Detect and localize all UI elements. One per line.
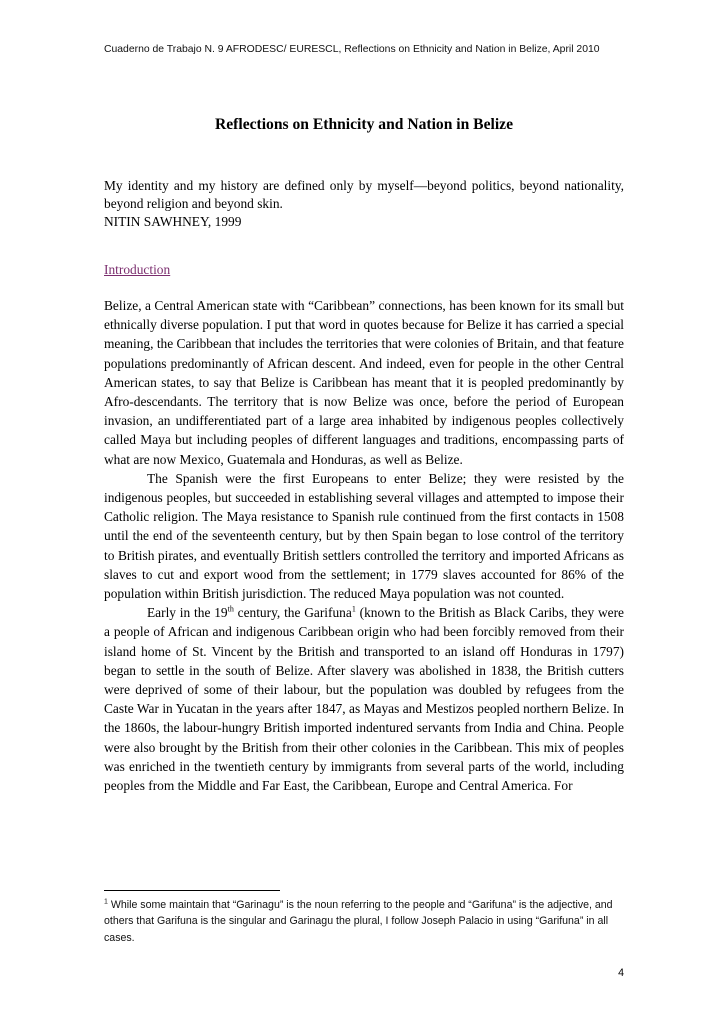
footnote xyxy=(104,897,624,946)
paragraph-3 xyxy=(104,603,624,795)
paragraph-3-part-c: (known to the British as Black Caribs, they were a people of African and indigenous Caribbean origin who had been forcibly removed from their island home of St. Vincent by the British and transported to an island off Honduras in 1797) began to settle in the south of Belize. After slavery was abolished in 1838, the British cutters were deprived of some of their labour, but the population was doubled by refugees from the Caste War in Yucatan in the years after 1847, as Mayas and Mestizos peopled northern Belize. In the 1860s, the labour-hungry British imported indentured servants from India and China. People were also brought by the British from their other colonies in the Caribbean. This mix of peoples was enriched in the twentieth century by immigrants from several parts of the world, including peoples from the Middle and Far East, the Caribbean, Europe and Central America. For xyxy=(104,605,624,794)
epigraph xyxy=(104,177,624,231)
epigraph-attribution: NITIN SAWHNEY, 1999 xyxy=(104,214,242,229)
paragraph-3-part-a: Early in the 19 xyxy=(147,605,228,621)
paragraph-2: The Spanish were the first Europeans to enter Belize; they were resisted by the indigenous peoples, but succeeded in establishing several villages and attempted to impose their Catholic religion. The Maya resistance to Spanish rule continued from the first contacts in 1508 until the end of the seventeenth century, but by then Spain began to lose control of the territory to British pirates, and eventually British settlers controlled the territory and imported Africans as slaves to cut and export wood from the settlement; in 1779 slaves accounted for 86% of the population within British jurisdiction. The reduced Maya population was not counted. xyxy=(104,470,624,602)
page-number: 4 xyxy=(618,967,624,979)
body-text xyxy=(104,296,624,795)
footnote-reference[interactable]: 1 xyxy=(351,604,356,614)
running-header: Cuaderno de Trabajo N. 9 AFRODESC/ EURESCL, Reflections on Ethnicity and Nation in Belize, April 2010 xyxy=(104,44,600,55)
document-title: Reflections on Ethnicity and Nation in Belize xyxy=(214,116,514,133)
section-heading-introduction[interactable]: Introduction xyxy=(104,262,171,277)
footnote-marker: 1 xyxy=(104,898,108,906)
footnote-separator xyxy=(104,890,280,891)
ordinal-suffix: th xyxy=(227,604,234,614)
footnote-text: While some maintain that “Garinagu” is the noun referring to the people and “Garifuna” is the adjective, and others that Garifuna is the singular and Garinagu the plural, I follow Joseph Palacio in using “Garifuna” in all cases. xyxy=(104,899,613,944)
paragraph-3-part-b: century, the Garifuna xyxy=(233,605,352,621)
epigraph-quote: My identity and my history are defined only by myself—beyond politics, beyond nationality, beyond religion and beyond skin. xyxy=(104,178,624,211)
paragraph-1: Belize, a Central American state with “Caribbean” connections, has been known for its small but ethnically diverse population. I put that word in quotes because for Belize it has carried a special meaning, the Caribbean that includes the territories that were colonies of Britain, and that feature populations predominantly of African descent. And indeed, even for people in the other Central American states, to say that Belize is Caribbean has meant that it is peopled predominantly by Afro-descendants. The territory that is now Belize was once, before the period of European invasion, an undifferentiated part of a large area inhabited by indigenous peoples collectively called Maya but including peoples of different languages and traditions, encompassing parts of what are now Mexico, Guatemala and Honduras, as well as Belize. xyxy=(104,298,624,467)
